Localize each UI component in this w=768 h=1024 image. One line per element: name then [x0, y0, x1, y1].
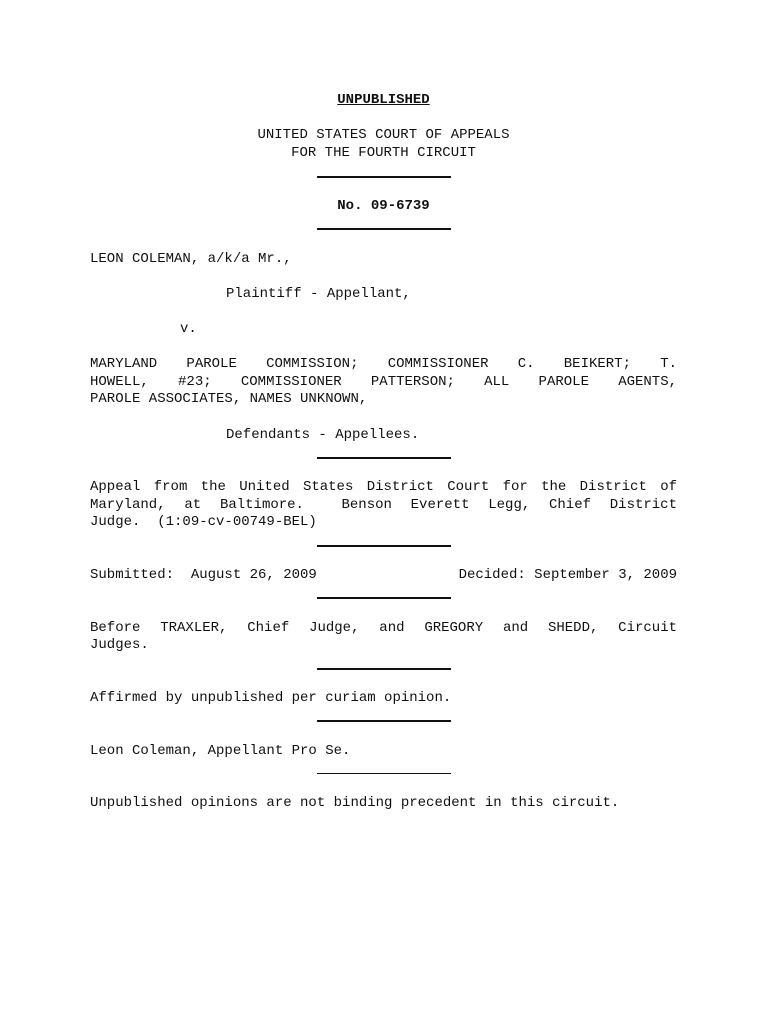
submitted-date: Submitted: August 26, 2009 — [90, 567, 317, 583]
divider-rule — [317, 457, 451, 459]
dates-row — [90, 567, 677, 585]
appeal-line1: Appeal from the United States District Court for the District of — [90, 479, 677, 495]
court-name-line1: UNITED STATES COURT OF APPEALS — [257, 127, 510, 143]
divider-rule — [317, 720, 451, 722]
plaintiff-role: Plaintiff - Appellant, — [226, 286, 411, 302]
divider-rule — [317, 597, 451, 599]
decided-date: Decided: September 3, 2009 — [458, 567, 677, 583]
unpublished-label: UNPUBLISHED — [337, 92, 430, 108]
panel-line2: Judges. — [90, 637, 149, 653]
court-name-line2: FOR THE FOURTH CIRCUIT — [291, 145, 476, 161]
disposition: Affirmed by unpublished per curiam opinion. — [90, 690, 452, 706]
panel-line1: Before TRAXLER, Chief Judge, and GREGORY and SHEDD, Circuit — [90, 620, 677, 636]
divider-rule — [317, 668, 451, 670]
plaintiff-name: LEON COLEMAN, a/k/a Mr., — [90, 251, 292, 267]
defendants-role: Defendants - Appellees. — [226, 427, 420, 443]
appeal-line2: Maryland, at Baltimore. Benson Everett Legg, Chief District — [90, 497, 677, 513]
case-number: No. 09-6739 — [337, 198, 430, 214]
opinion-page — [90, 0, 677, 1024]
versus-label: v. — [180, 321, 197, 337]
divider-rule — [317, 228, 451, 230]
counsel: Leon Coleman, Appellant Pro Se. — [90, 743, 351, 759]
divider-rule — [317, 545, 451, 547]
defendants-line3: PAROLE ASSOCIATES, NAMES UNKNOWN, — [90, 391, 368, 407]
divider-rule — [317, 176, 451, 178]
defendants-line1: MARYLAND PAROLE COMMISSION; COMMISSIONER C. BEIKERT; T. — [90, 356, 677, 372]
divider-rule — [317, 773, 451, 774]
defendants-line2: HOWELL, #23; COMMISSIONER PATTERSON; ALL PAROLE AGENTS, — [90, 374, 677, 390]
appeal-line3: Judge. (1:09-cv-00749-BEL) — [90, 514, 317, 530]
precedent-notice: Unpublished opinions are not binding precedent in this circuit. — [90, 795, 620, 811]
